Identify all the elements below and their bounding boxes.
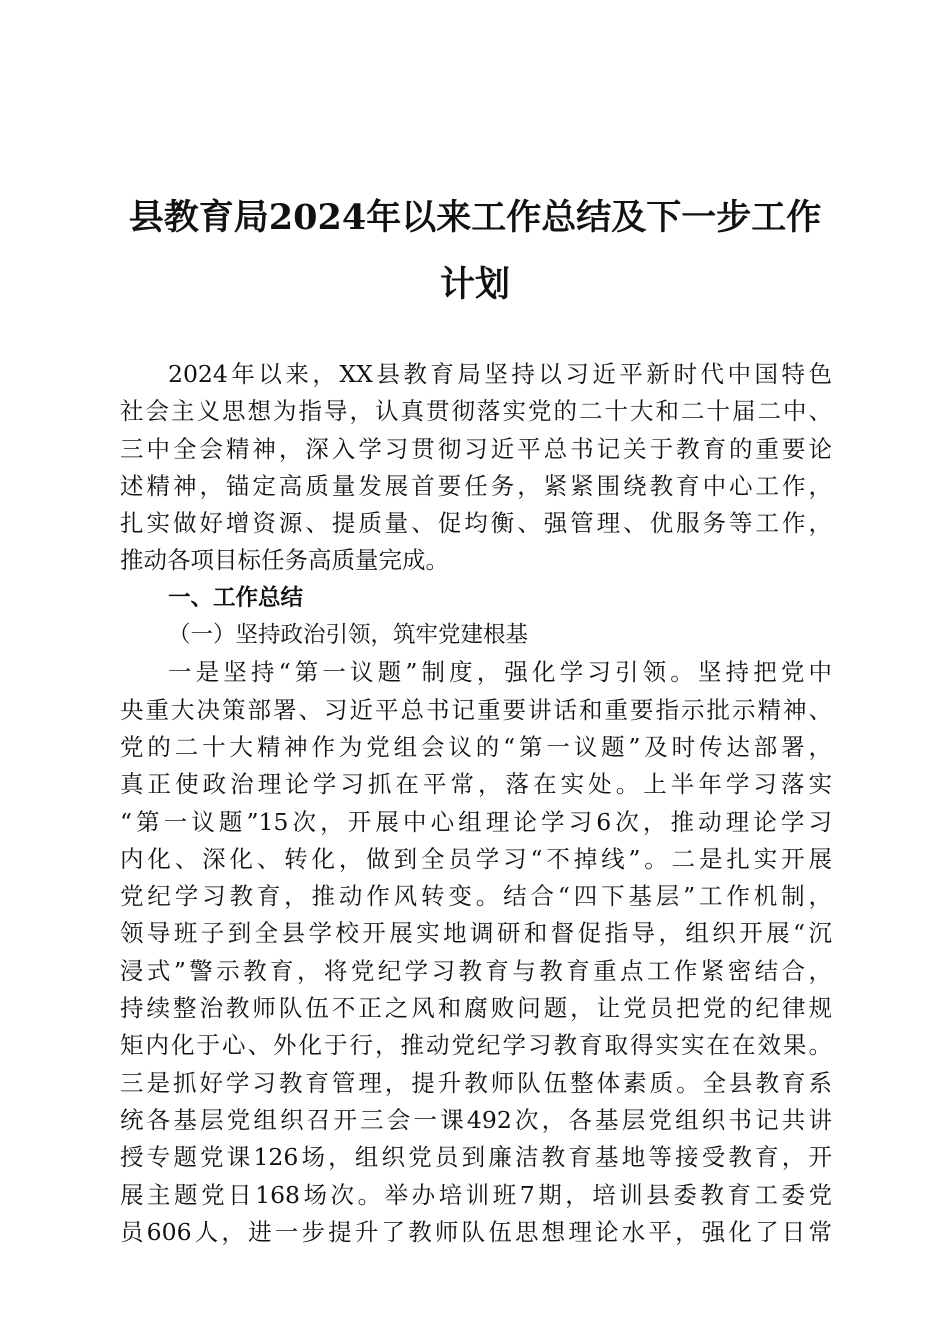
paragraph-2-line-1: 一是坚持“第一议题”制度，强化学习引领。坚持把党中 bbox=[168, 658, 832, 687]
paragraph-2-line-6: 内化、深化、转化，做到全员学习“不掉线”。二是扎实开展 bbox=[120, 844, 832, 873]
paragraph-2-line-12: 三是抓好学习教育管理，提升教师队伍整体素质。全县教育系 bbox=[120, 1068, 832, 1097]
subsection-heading-political-leadership: （一）坚持政治引领，筑牢党建根基 bbox=[168, 622, 529, 649]
paragraph-1-line-2: 社会主义思想为指导，认真贯彻落实党的二十大和二十届二中、 bbox=[120, 397, 832, 426]
section-heading-work-summary: 一、工作总结 bbox=[168, 584, 304, 611]
paragraph-2-line-11: 矩内化于心、外化于行，推动党纪学习教育取得实实在在效果。 bbox=[120, 1031, 832, 1060]
paragraph-2-line-9: 浸式”警示教育，将党纪学习教育与教育重点工作紧密结合， bbox=[120, 956, 832, 985]
paragraph-2-line-4: 真正使政治理论学习抓在平常，落在实处。上半年学习落实 bbox=[120, 770, 832, 799]
paragraph-2-line-10: 持续整治教师队伍不正之风和腐败问题，让党员把党的纪律规 bbox=[120, 994, 832, 1023]
paragraph-2-line-5: “第一议题”15次，开展中心组理论学习6次，推动理论学习 bbox=[120, 807, 832, 836]
paragraph-1-line-3: 三中全会精神，深入学习贯彻习近平总书记关于教育的重要论 bbox=[120, 434, 832, 463]
paragraph-2-line-13: 统各基层党组织召开三会一课492次，各基层党组织书记共讲 bbox=[120, 1105, 832, 1134]
paragraph-1-line-6: 推动各项目标任务高质量完成。 bbox=[120, 546, 449, 575]
paragraph-1-line-4: 述精神，锚定高质量发展首要任务，紧紧围绕教育中心工作， bbox=[120, 471, 832, 500]
paragraph-2-line-3: 党的二十大精神作为党组会议的“第一议题”及时传达部署， bbox=[120, 732, 832, 761]
paragraph-1-line-5: 扎实做好增资源、提质量、促均衡、强管理、优服务等工作， bbox=[120, 509, 832, 538]
paragraph-2-line-2: 央重大决策部署、习近平总书记重要讲话和重要指示批示精神、 bbox=[120, 695, 832, 724]
document-title-line-1: 县教育局2024年以来工作总结及下一步工作 bbox=[128, 197, 822, 238]
document-title-line-2: 计划 bbox=[439, 264, 510, 305]
paragraph-2-line-15: 展主题党日168场次。举办培训班7期，培训县委教育工委党 bbox=[120, 1180, 832, 1209]
paragraph-2-line-8: 领导班子到全县学校开展实地调研和督促指导，组织开展“沉 bbox=[120, 919, 832, 948]
paragraph-2-line-16: 员606人，进一步提升了教师队伍思想理论水平，强化了日常 bbox=[120, 1217, 832, 1246]
paragraph-2-line-14: 授专题党课126场，组织党员到廉洁教育基地等接受教育，开 bbox=[120, 1143, 832, 1172]
paragraph-2-line-7: 党纪学习教育，推动作风转变。结合“四下基层”工作机制， bbox=[120, 882, 832, 911]
document-body bbox=[120, 356, 832, 1251]
paragraph-1-line-1: 2024年以来，XX县教育局坚持以习近平新时代中国特色 bbox=[168, 360, 832, 388]
